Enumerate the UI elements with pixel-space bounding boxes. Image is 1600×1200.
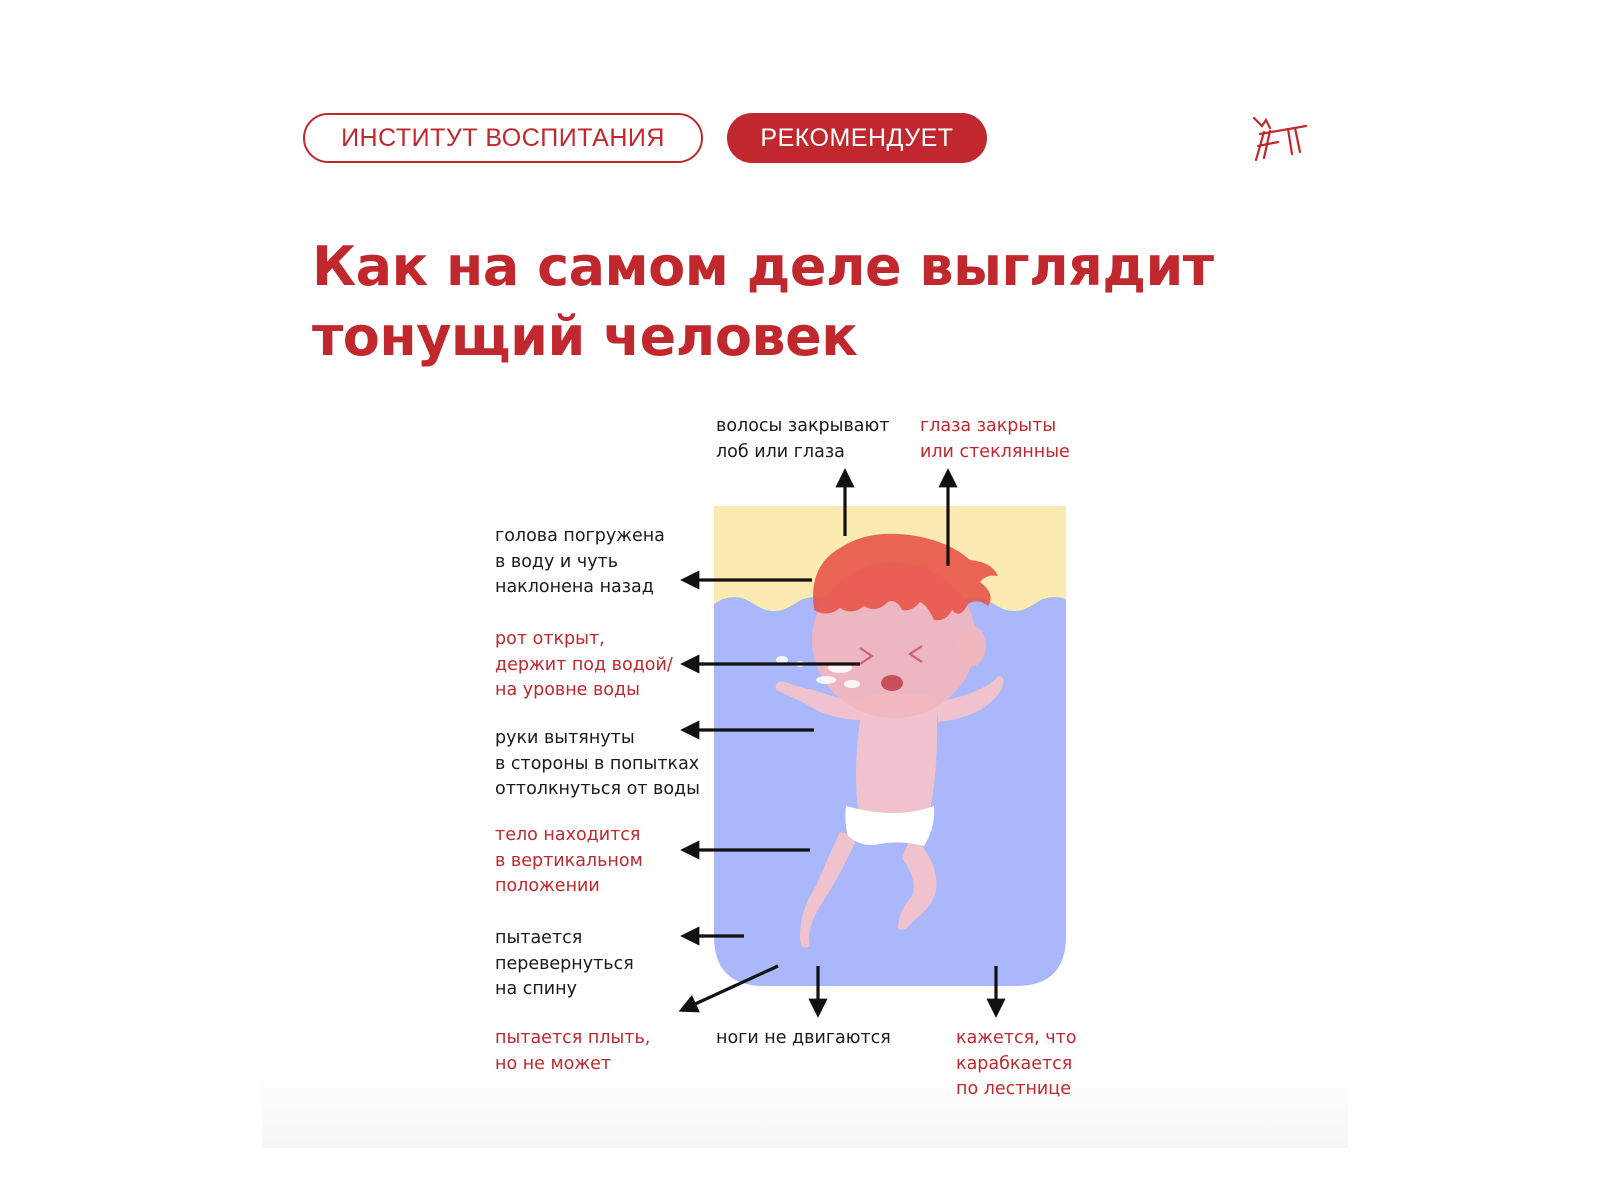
badge-recommends: РЕКОМЕНДУЕТ: [727, 113, 987, 163]
label-mouth: [495, 627, 673, 704]
label-turn-line: пытается: [495, 928, 583, 948]
mouth: [881, 675, 903, 691]
label-ladder-line: карабкается: [956, 1053, 1073, 1074]
label-hair-line: лоб или глаза: [716, 441, 845, 462]
label-hair-line: волосы закрывают: [716, 416, 890, 436]
label-arms-line: руки вытянуты: [495, 728, 635, 748]
label-turn-line: перевернуться: [495, 953, 634, 974]
label-turn: [495, 926, 634, 1003]
label-mouth-line: держит под водой/: [495, 654, 673, 675]
label-eyes: [920, 414, 1070, 465]
label-hair: [716, 414, 889, 465]
label-legs-line: ноги не двигаются: [716, 1028, 891, 1048]
label-head: [495, 524, 665, 601]
title-line-1: Как на самом деле выглядит: [312, 235, 1214, 298]
label-ladder-line: кажется, что: [956, 1028, 1077, 1048]
label-head-line: в воду и чуть: [495, 551, 619, 572]
label-eyes-line: или стеклянные: [920, 441, 1070, 462]
label-body: [495, 823, 643, 900]
label-eyes-line: глаза закрыты: [920, 416, 1057, 436]
label-swim-line: пытается плыть,: [495, 1028, 651, 1048]
label-ladder-line: по лестнице: [956, 1079, 1071, 1099]
label-head-line: голова погружена: [495, 526, 665, 546]
label-arms-line: оттолкнуться от воды: [495, 779, 700, 799]
label-arms: [495, 726, 700, 803]
label-swim: [495, 1026, 650, 1077]
label-swim-line: но не может: [495, 1053, 612, 1074]
label-arms-line: в стороны в попытках: [495, 753, 700, 774]
label-mouth-line: рот открыт,: [495, 629, 605, 649]
label-body-line: положении: [495, 876, 600, 896]
label-body-line: тело находится: [495, 825, 641, 845]
label-body-line: в вертикальном: [495, 850, 643, 871]
label-ladder: [956, 1026, 1077, 1103]
label-legs: [716, 1026, 891, 1052]
label-head-line: наклонена назад: [495, 577, 654, 597]
badge-institute: ИНСТИТУТ ВОСПИТАНИЯ: [303, 113, 703, 163]
label-turn-line: на спину: [495, 979, 577, 999]
title-line-2: тонущий человек: [312, 305, 858, 368]
ear-right: [958, 626, 986, 666]
label-mouth-line: на уровне воды: [495, 680, 640, 700]
